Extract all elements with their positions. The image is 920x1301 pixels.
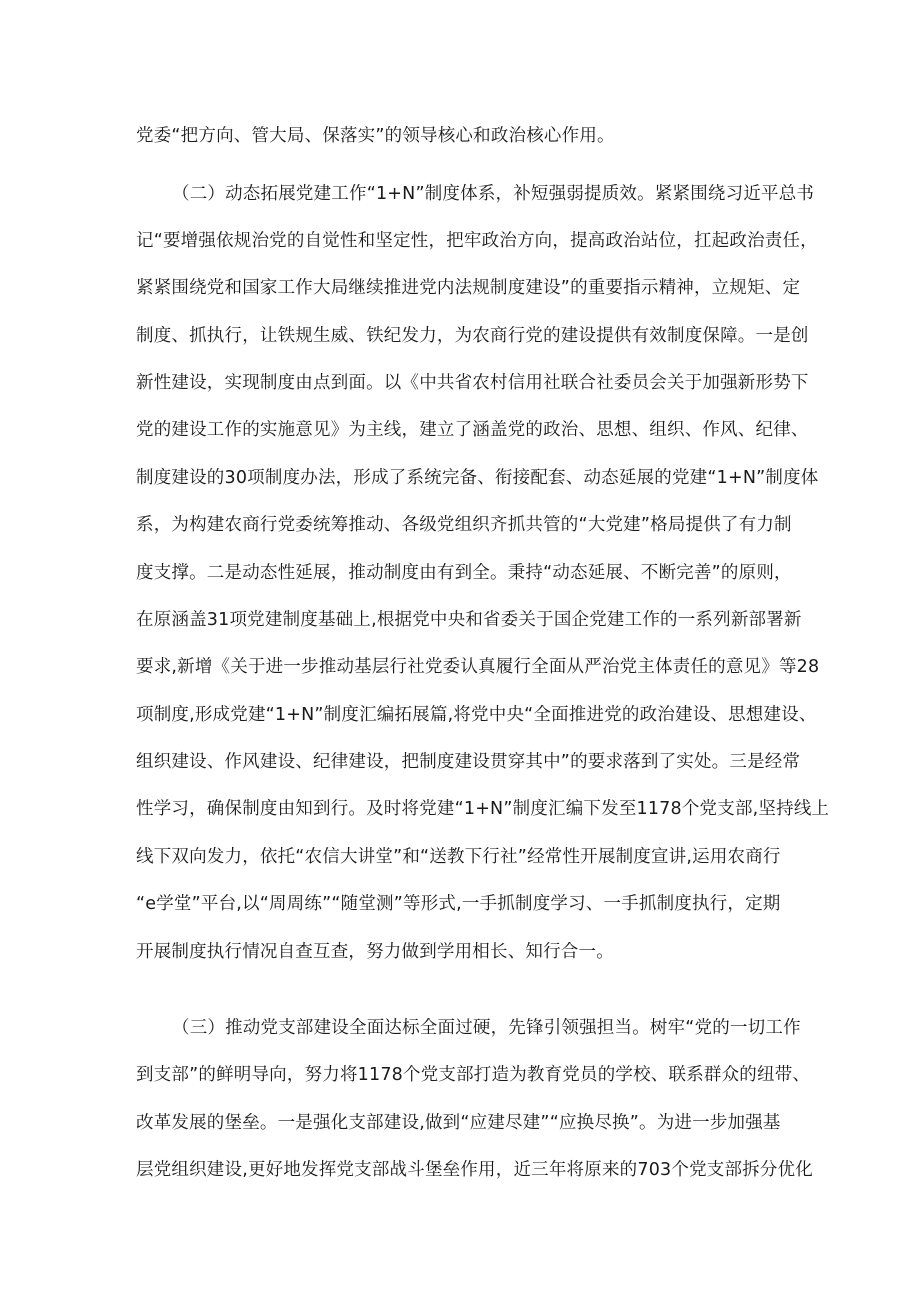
text-line: 紧紧围绕党和国家工作大局继续推进党内法规制度建设”的重要指示精神，立规矩、定: [136, 278, 801, 298]
text-line: 记“要增强依规治党的自觉性和坚定性，把牢政治方向，提高政治站位，扛起政治责任，: [136, 231, 818, 251]
text-line: 组织建设、作风建设、纪律建设，把制度建设贯穿其中”的要求落到了实处。三是经常: [136, 752, 801, 772]
text-line: （二）动态拓展党建工作“1+N”制度体系，补短强弱提质效。紧紧围绕习近平总书: [172, 184, 815, 204]
text-line: （三）推动党支部建设全面达标全面过硬，先锋引领强担当。树牢“党的一切工作: [172, 1018, 801, 1038]
text-line: 制度、抓执行，让铁规生威、铁纪发力，为农商行党的建设提供有效制度保障。一是创: [136, 326, 809, 346]
text-line: 在原涵盖31项党建制度基础上,根据党中央和省委关于国企党建工作的一系列新部署新: [136, 610, 802, 630]
text-line: 层党组织建设,更好地发挥党支部战斗堡垒作用，近三年将原来的703个党支部拆分优化: [136, 1160, 813, 1180]
text-line: 党的建设工作的实施意见》为主线，建立了涵盖党的政治、思想、组织、作风、纪律、: [136, 420, 809, 440]
text-line: 开展制度执行情况自查互查，努力做到学用相长、知行合一。: [136, 942, 614, 962]
text-line: 线下双向发力，依托“农信大讲堂”和“送教下行社”经常性开展制度宣讲,运用农商行: [136, 847, 781, 867]
text-line: 系，为构建农商行党委统筹推动、各级党组织齐抓共管的“大党建”格局提供了有力制: [136, 515, 792, 535]
text-line: 新性建设，实现制度由点到面。以《中共省农村信用社联合社委员会关于加强新形势下: [136, 373, 809, 393]
text-line: 改革发展的堡垒。一是强化支部建设,做到“应建尽建”“应换尽换”。为进一步加强基: [136, 1113, 781, 1133]
text-line: 性学习，确保制度由知到行。及时将党建“1+N”制度汇编下发至1178个党支部,坚持线上: [136, 799, 830, 819]
text-line: “e学堂”平台,以“周周练”“随堂测”等形式,一手抓制度学习、一手抓制度执行，定期: [136, 894, 781, 914]
text-line: 要求,新增《关于进一步推动基层行社党委认真履行全面从严治党主体责任的意见》等28: [136, 657, 820, 677]
text-line: 项制度,形成党建“1+N”制度汇编拓展篇,将党中央“全面推进党的政治建设、思想建设、: [136, 705, 817, 725]
text-line: 到支部”的鲜明导向，努力将1178个党支部打造为教育党员的学校、联系群众的纽带、: [136, 1065, 811, 1085]
text-line: 度支撑。二是动态性延展，推动制度由有到全。秉持“动态延展、不断完善”的原则，: [136, 563, 792, 583]
text-line: 党委“把方向、管大局、保落实”的领导核心和政治核心作用。: [136, 126, 615, 146]
text-line: 制度建设的30项制度办法，形成了系统完备、衔接配套、动态延展的党建“1+N”制度体: [136, 468, 819, 488]
